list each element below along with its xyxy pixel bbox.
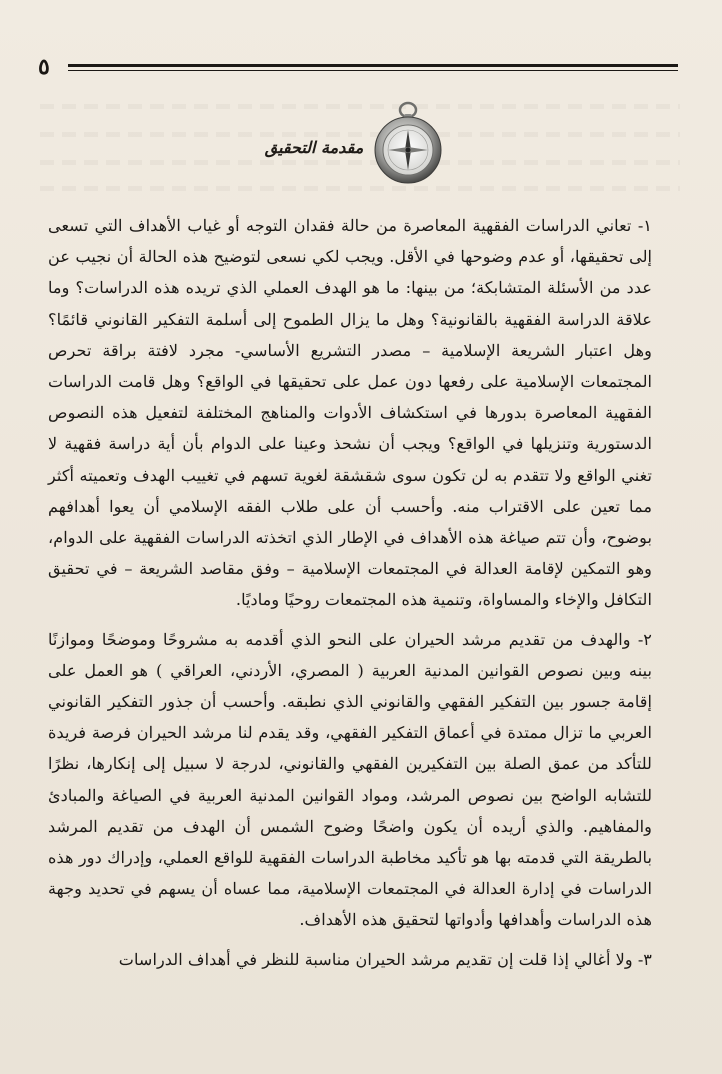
section-heading	[258, 98, 448, 188]
paragraph-1: ١- تعاني الدراسات الفقهية المعاصرة من حالة فقدان التوجه أو غياب الأهداف التي تسعى إلى تحقيقها، أو عدم وضوحها في الأقل. ويجب لكي نسعى لتوضيح هذه الحالة أن نجيب عن عدد من الأسئلة المتشابكة؛ من بينها: ما هو الهدف العملي الذي تريده هذه الدراسات؟ وما علاقة الدراسة الفقهية بالقانونية؟ وهل ما يزال الطموح إلى أسلمة التفكير القانوني قائمًا؟ وهل اعتبار الشريعة الإسلامية – مصدر التشريع الأساسي- مجرد لافتة براقة تحرص المجتمعات الإسلامية على رفعها دون عمل على تحقيقها في الواقع؟ وهل قامت الدراسات الفقهية المعاصرة بدورها في استكشاف الأدوات والمناهج المختلفة لتفعيل هذه النصوص الدستورية وتنزيلها في الواقع؟ ويجب أن نشحذ وعينا على الدوام بأن أية دراسة فقهية لا تغني الواقع ولا تتقدم به لن تكون سوى شقشقة لغوية تسهم في تغييب الهدف وتعميته أكثر مما تعين على الاقتراب منه. وأحسب أن على طلاب الفقه الإسلامي أن يعوا أهدافهم بوضوح، وأن تتم صياغة هذه الأهداف في الإطار الذي اتخذته الدراسات الفقهية على الدوام، وهو التمكين لإقامة العدالة في المجتمعات الإسلامية – وفق مقاصد الشريعة – في تحقيق التكافل والإخاء والمساواة، وتنمية هذه المجتمعات روحيًا وماديًا.	[48, 216, 652, 610]
header-rule-thin	[68, 70, 678, 71]
paragraph-3: ٣- ولا أغالي إذا قلت إن تقديم مرشد الحيران مناسبة للنظر في أهداف الدراسات	[118, 949, 652, 969]
body-text	[48, 210, 652, 983]
running-header	[38, 56, 678, 78]
compass-icon	[368, 98, 448, 188]
section-title: مقدمة التحقيق	[264, 138, 364, 157]
header-rule-thick	[68, 64, 678, 67]
page-number: ٥	[38, 54, 50, 80]
paragraph-2: ٢- والهدف من تقديم مرشد الحيران على النحو الذي أقدمه به مشروحًا وموضحًا وموازنًا بينه وبين نصوص القوانين المدنية العربية ( المصري، الأردني، العراقي ) هو العمل على إقامة جسور بين التفكير الفقهي والقانوني الذي نطبقه. وأحسب أن جذور التفكير القانوني العربي ما تزال ممتدة في أعماق التفكير الفقهي، وقد يقدم لنا مرشد الحيران فرصة فريدة للتأكد من عمق الصلة بين التفكيرين الفقهي والقانوني، لدرجة لا سبيل إلى إنكارها، نظرًا للتشابه الواضح بين نصوص المرشد، ومواد القوانين المدنية العربية في الصياغة والمبادئ والمفاهيم. والذي أريده أن يكون واضحًا وضوح الشمس أن الهدف من تقديم المرشد بالطريقة التي قدمته بها هو تأكيد مخاطبة الدراسات الفقهية للواقع العملي، وإدراك دور هذه الدراسات في إدارة العدالة في المجتمعات الإسلامية، مما عساه أن يسهم في تحديد وجهة هذه الدراسات وأهدافها وأدواتها لتحقيق هذه الأهداف.	[48, 629, 652, 930]
